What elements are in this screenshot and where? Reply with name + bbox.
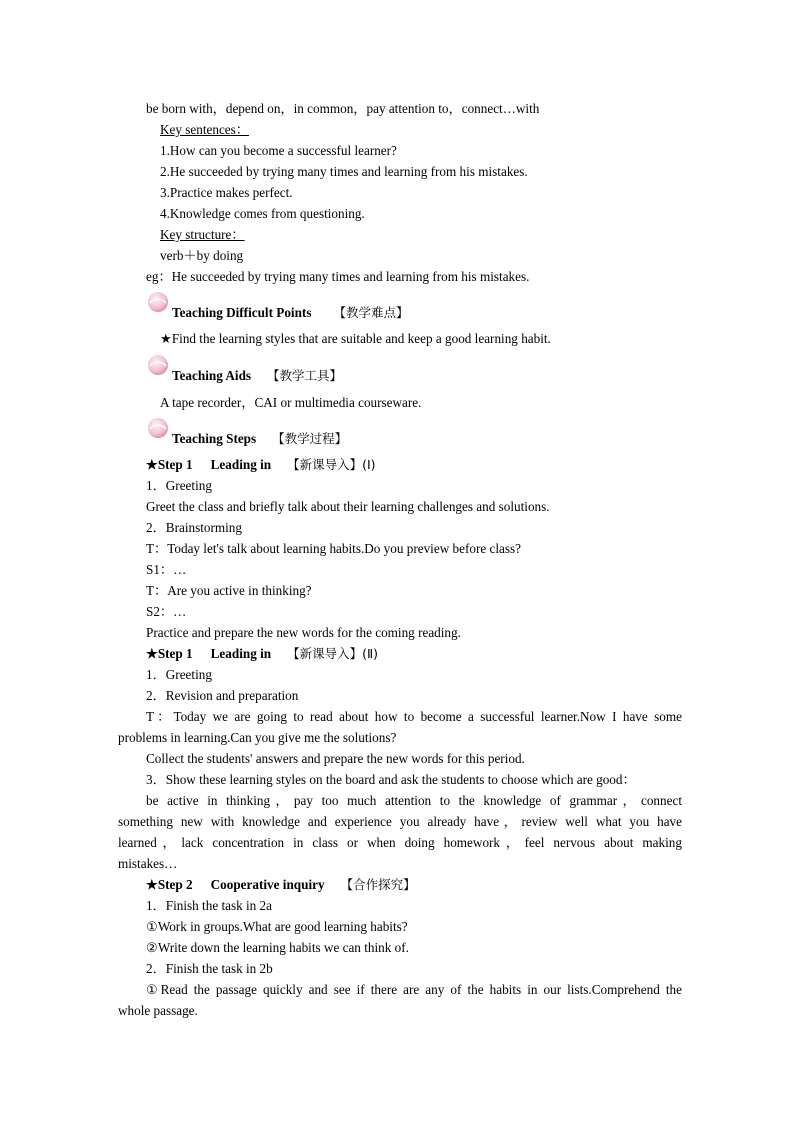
flower-bullet-icon	[146, 290, 170, 314]
step1a-heading	[146, 456, 376, 474]
section-title: Teaching Difficult Points	[172, 305, 312, 320]
vocab-line: be born with，depend on，in common，pay attention to，connect…with	[146, 101, 540, 116]
section-difficult-points	[172, 304, 408, 322]
section-cn: 【教学工具】	[267, 368, 343, 383]
flower-bullet-icon	[146, 416, 170, 440]
step1a-line: S2：…	[146, 604, 187, 619]
step-title: Cooperative inquiry	[210, 877, 325, 892]
step2-read-line2: whole passage.	[118, 1003, 198, 1018]
step1a-line: Practice and prepare the new words for the coming reading.	[146, 625, 461, 640]
key-sentence-3: 3.Practice makes perfect.	[160, 185, 293, 200]
step-title: Leading in	[210, 457, 272, 472]
step1b-para-line: mistakes…	[118, 856, 178, 871]
flower-bullet-icon	[146, 353, 170, 377]
step1b-heading	[146, 645, 378, 663]
section-teaching-aids	[172, 367, 342, 385]
difficult-points-body: ★Find the learning styles that are suitable and keep a good learning habit.	[160, 331, 551, 346]
key-structure-pattern: verb＋by doing	[160, 248, 244, 263]
teaching-aids-body: A tape recorder，CAI or multimedia courseware.	[160, 395, 422, 410]
step2-line: 1．Finish the task in 2a	[146, 898, 273, 913]
step1b-para-line: be active in thinking，pay too much attention to the knowledge of grammar，connect	[146, 793, 682, 808]
key-sentence-2: 2.He succeeded by trying many times and learning from his mistakes.	[160, 164, 528, 179]
step1a-line: Greet the class and briefly talk about their learning challenges and solutions.	[146, 499, 550, 514]
step2-line: ②Write down the learning habits we can think of.	[146, 940, 409, 955]
step1a-line: T：Today let's talk about learning habits.Do you preview before class?	[146, 541, 521, 556]
step1b-para-line: something new with knowledge and experience you already have，review well what you have	[118, 814, 682, 829]
key-structure-label: Key structure：	[160, 227, 245, 242]
section-title: Teaching Steps	[172, 431, 257, 446]
step1b-show: 3．Show these learning styles on the board and ask the students to choose which are good：	[146, 772, 636, 787]
step-star: ★Step 1	[146, 457, 193, 472]
step1b-line: 1．Greeting	[146, 667, 212, 682]
step-star: ★Step 1	[146, 646, 193, 661]
step2-line: 2．Finish the task in 2b	[146, 961, 273, 976]
step1b-t-line1: T：Today we are going to read about how to become a successful learner.Now I have some	[146, 709, 682, 724]
step2-heading	[146, 876, 416, 894]
step-cn: 【合作探究】	[340, 877, 416, 892]
section-title: Teaching Aids	[172, 368, 252, 383]
step1a-line: 2．Brainstorming	[146, 520, 242, 535]
step1a-line: 1．Greeting	[146, 478, 212, 493]
section-cn: 【教学难点】	[333, 305, 409, 320]
step1a-line: S1：…	[146, 562, 187, 577]
step-cn: 【新课导入】(Ⅱ)	[287, 646, 379, 661]
key-sentences-label: Key sentences：	[160, 122, 249, 137]
key-sentence-4: 4.Knowledge comes from questioning.	[160, 206, 365, 221]
step1a-line: T：Are you active in thinking?	[146, 583, 312, 598]
key-sentence-1: 1.How can you become a successful learner?	[160, 143, 397, 158]
step-star: ★Step 2	[146, 877, 193, 892]
step-cn: 【新课导入】(Ⅰ)	[287, 457, 376, 472]
step2-read-line1: ①Read the passage quickly and see if there are any of the habits in our lists.Comprehend the	[146, 982, 682, 997]
section-teaching-steps	[172, 430, 347, 448]
step1b-line: 2．Revision and preparation	[146, 688, 299, 703]
step-title: Leading in	[210, 646, 272, 661]
key-structure-example: eg：He succeeded by trying many times and learning from his mistakes.	[146, 269, 530, 284]
section-cn: 【教学过程】	[272, 431, 348, 446]
step1b-t-line2: problems in learning.Can you give me the solutions?	[118, 730, 397, 745]
step1b-para-line: learned，lack concentration in class or when doing homework，feel nervous about making	[118, 835, 682, 850]
step2-line: ①Work in groups.What are good learning habits?	[146, 919, 408, 934]
step1b-collect: Collect the students' answers and prepare the new words for this period.	[146, 751, 525, 766]
